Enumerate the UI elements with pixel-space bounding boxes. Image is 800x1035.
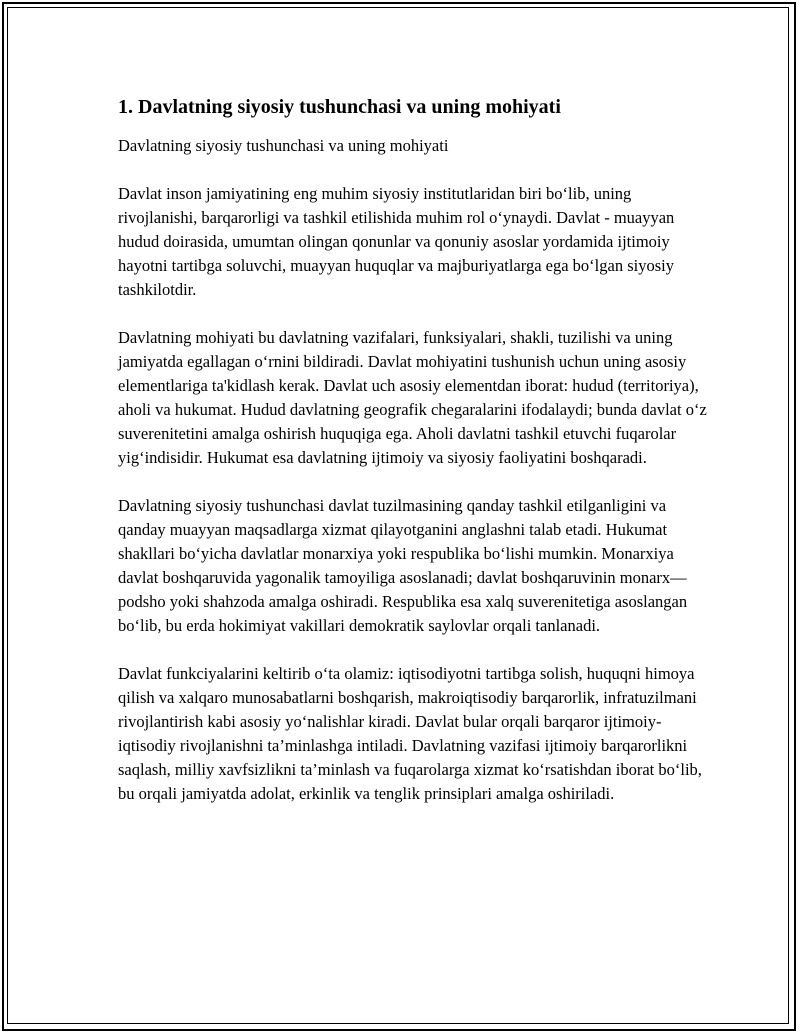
document-subtitle: Davlatning siyosiy tushunchasi va uning mohiyati (118, 136, 449, 155)
paragraph-4: Davlat funkciyalarini keltirib o‘ta olamiz: iqtisodiyotni tartibga solish, huquqni himoya qilish va xalqaro munosabatlarni boshqarish, makroiqtisodiy barqarorlik, infratuzilmani rivojlantirish kabi asosiy yo‘nalishlar kiradi. Davlat bular orqali barqaror ijtimoiy-iqtisodiy rivojlanishni ta’minlashga intiladi. Davlatning vazifasi ijtimoiy barqarorlikni saqlash, milliy xavfsizlikni ta’minlash va fuqarolarga xizmat ko‘rsatishdan iborat bo‘lib, bu orqali jamiyatda adolat, erkinlik va tenglik prinsiplari amalga oshiriladi. (118, 664, 702, 803)
paragraph-1: Davlat inson jamiyatining eng muhim siyosiy institutlaridan biri bo‘lib, uning rivojlanishi, barqarorligi va tashkil etilishida muhim rol o‘ynaydi. Davlat - muayyan hudud doirasida, umumtan olingan qonunlar va qonuniy asoslar yordamida ijtimoiy hayotni tartibga soluvchi, muayyan huquqlar va majburiyatlarga ega bo‘lgan siyosiy tashkilotdir. (118, 184, 675, 299)
paragraph-2: Davlatning mohiyati bu davlatning vazifalari, funksiyalari, shakli, tuzilishi va uning jamiyatda egallagan o‘rnini bildiradi. Davlat mohiyatini tushunish uchun uning asosiy elementlariga ta'kidlash kerak. Davlat uch asosiy elementdan iborat: hudud (territoriya), aholi va hukumat. Hudud davlatning geografik chegaralarini ifodalaydi; bunda davlat o‘z suverenitetini amalga oshirish huquqiga ega. Aholi davlatni tashkil etuvchi fuqarolar yig‘indisidir. Hukumat esa davlatning ijtimoiy va siyosiy faoliyatini boshqaradi. (118, 328, 707, 467)
paragraph-3: Davlatning siyosiy tushunchasi davlat tuzilmasining qanday tashkil etilganligini va qanday muayyan maqsadlarga xizmat qilayotganini anglashni talab etadi. Hukumat shakllari bo‘yicha davlatlar monarxiya yoki respublika bo‘lishi mumkin. Monarxiya davlat boshqaruvida yagonalik tamoyiliga asoslanadi; davlat boshqaruvinin monarx—podsho yoki shahzoda amalga oshiradi. Respublika esa xalq suverenitetiga asoslangan bo‘lib, bu erda hokimiyat vakillari demokratik saylovlar orqali tanlanadi. (118, 496, 688, 635)
document-heading: 1. Davlatning siyosiy tushunchasi va uning mohiyati (118, 96, 561, 118)
document-body (118, 94, 708, 830)
